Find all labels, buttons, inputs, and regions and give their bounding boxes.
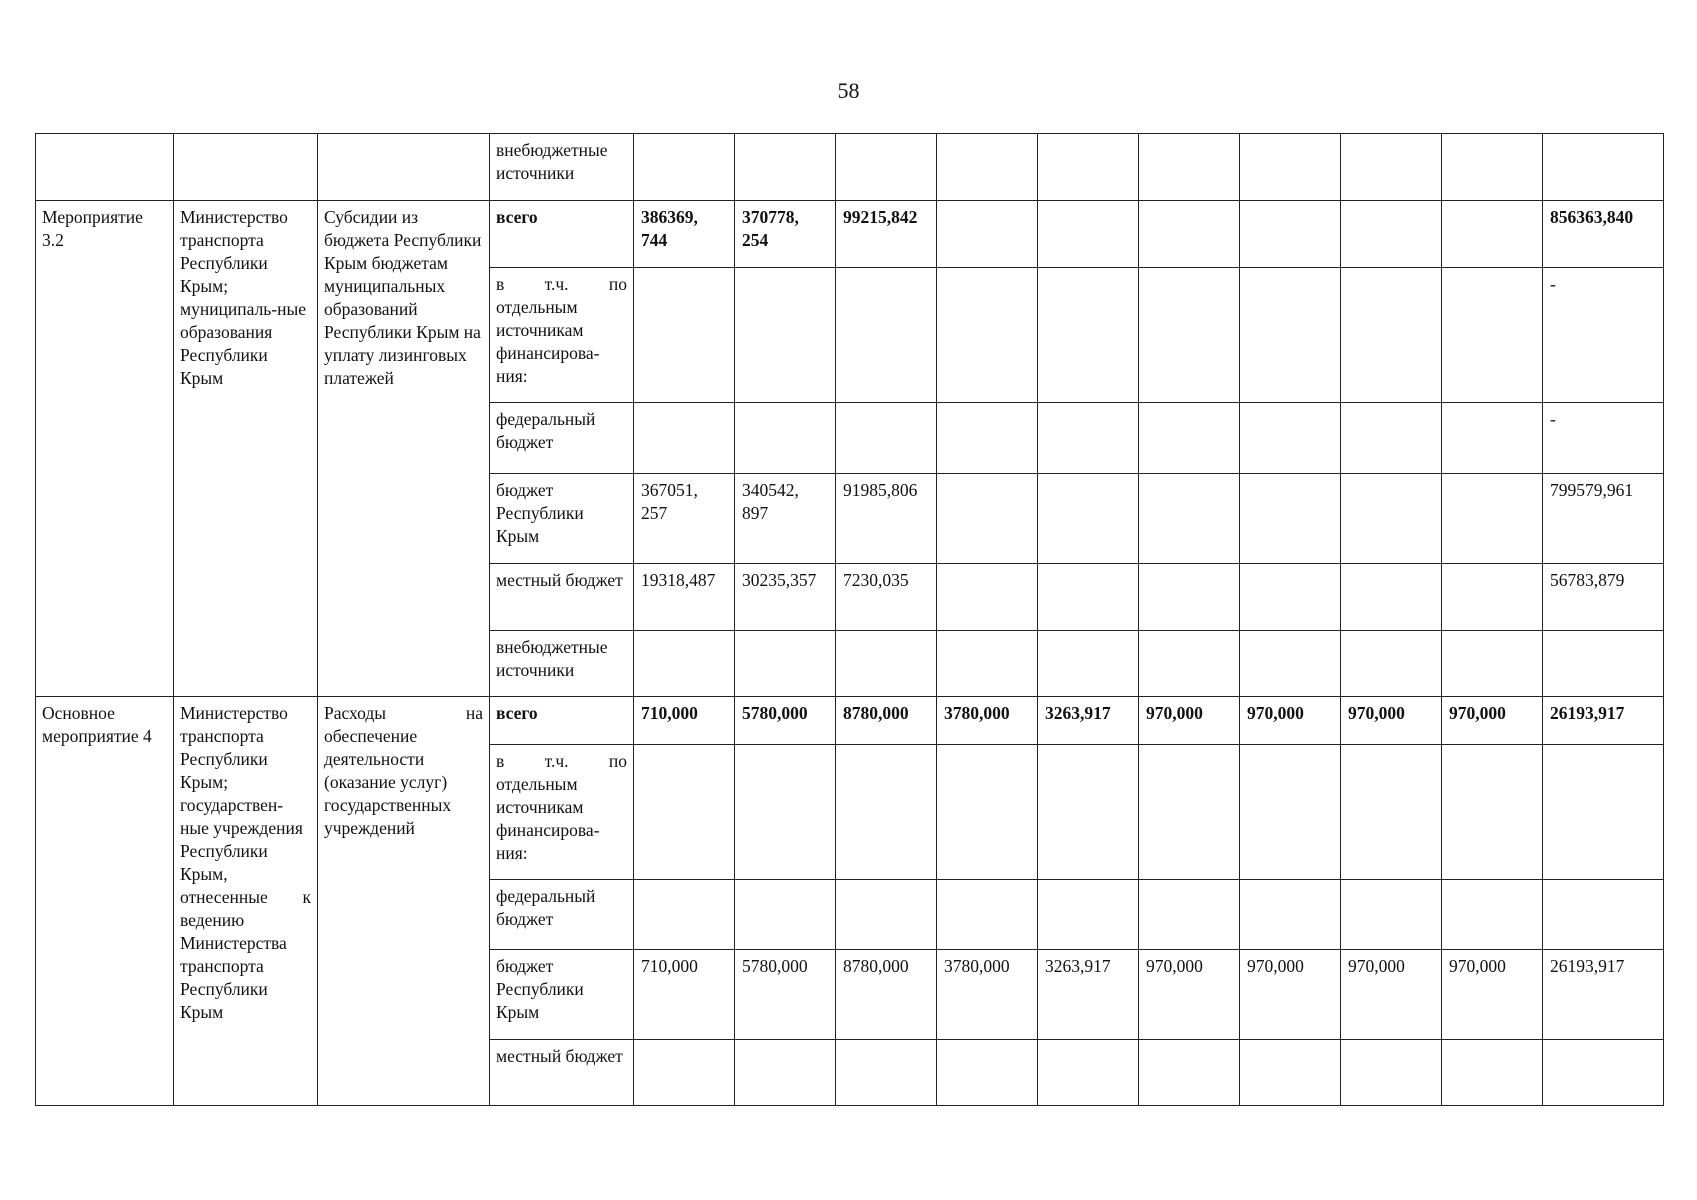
measure-cell: Основное мероприятие 4	[36, 697, 174, 1106]
value-cell	[836, 880, 937, 950]
value-cell	[1038, 201, 1139, 268]
executor-cell	[174, 697, 318, 1106]
value-cell: 710,000	[634, 950, 735, 1040]
value-cell	[1240, 880, 1341, 950]
table-row	[36, 134, 1664, 201]
value-cell	[735, 403, 836, 474]
description-cell: Субсидии из бюджета Республики Крым бюджетам муниципальных образований Республики Крым на уплату лизинговых платежей	[318, 201, 490, 697]
value-cell: 970,000	[1442, 697, 1543, 745]
value-cell	[1139, 268, 1240, 403]
value-cell	[1038, 268, 1139, 403]
value-cell	[1139, 201, 1240, 268]
value-cell	[634, 201, 735, 268]
value-cell	[937, 1040, 1038, 1106]
value-cell	[937, 745, 1038, 880]
value-cell	[1038, 474, 1139, 564]
value-cell	[1038, 134, 1139, 201]
executor-text-line: отнесенные к	[180, 887, 311, 907]
value-cell: 91985,806	[836, 474, 937, 564]
value-cell	[1442, 268, 1543, 403]
value-cell	[1442, 474, 1543, 564]
value-cell	[937, 474, 1038, 564]
source-label-line: в т.ч. по	[496, 751, 627, 771]
value-cell	[1341, 403, 1442, 474]
total-cell: 26193,917	[1543, 697, 1664, 745]
total-cell: -	[1543, 403, 1664, 474]
value-cell	[1038, 564, 1139, 631]
description-line: Расходы на	[324, 703, 483, 723]
value-cell	[634, 880, 735, 950]
value-cell	[1341, 134, 1442, 201]
value-cell	[735, 1040, 836, 1106]
value-cell	[1240, 134, 1341, 201]
value-cell	[1442, 403, 1543, 474]
value-cell: 8780,000	[836, 697, 937, 745]
value-cell	[1240, 564, 1341, 631]
value-cell	[1442, 134, 1543, 201]
value-cell: 19318,487	[634, 564, 735, 631]
description-rest: обеспечение деятельности (оказание услуг) государственных учреждений	[324, 726, 452, 838]
source-label: местный бюджет	[490, 564, 634, 631]
source-label: местный бюджет	[490, 1040, 634, 1106]
value-cell: 8780,000	[836, 950, 937, 1040]
executor-cell	[174, 134, 318, 201]
value-cell	[1341, 474, 1442, 564]
value-cell: 970,000	[1341, 950, 1442, 1040]
value-cell	[1341, 1040, 1442, 1106]
executor-text: Министерство транспорта Республики Крым; государствен-ные учреждения Республики Крым,	[180, 703, 303, 884]
value-cell	[1038, 1040, 1139, 1106]
value-cell	[634, 474, 735, 564]
value-cell	[836, 268, 937, 403]
value-cell	[836, 403, 937, 474]
value-cell: 3780,000	[937, 950, 1038, 1040]
value-cell	[1240, 201, 1341, 268]
source-label-line: в т.ч. по	[496, 274, 627, 294]
value-part: 367051,	[641, 480, 698, 500]
value-part: 254	[742, 230, 769, 250]
source-label-rest: отдельным источникам финансирова-ния:	[496, 774, 600, 863]
value-cell	[1038, 745, 1139, 880]
value-cell	[634, 268, 735, 403]
value-cell: 3263,917	[1038, 697, 1139, 745]
value-cell	[1442, 745, 1543, 880]
value-cell	[937, 134, 1038, 201]
measure-cell	[36, 134, 174, 201]
table-row	[36, 201, 1664, 268]
value-cell: 5780,000	[735, 950, 836, 1040]
total-cell	[1543, 745, 1664, 880]
value-cell: 5780,000	[735, 697, 836, 745]
value-cell	[1240, 1040, 1341, 1106]
page-number: 58	[837, 78, 860, 103]
value-cell	[937, 880, 1038, 950]
value-cell	[836, 134, 937, 201]
value-cell	[735, 201, 836, 268]
measure-cell: Мероприятие 3.2	[36, 201, 174, 697]
value-part: 386369,	[641, 207, 698, 227]
total-cell: -	[1543, 268, 1664, 403]
value-cell	[1442, 631, 1543, 697]
budget-table	[35, 133, 1664, 1106]
value-cell	[1038, 631, 1139, 697]
description-cell	[318, 134, 490, 201]
description-cell	[318, 697, 490, 1106]
value-cell	[836, 1040, 937, 1106]
value-cell	[735, 268, 836, 403]
value-cell	[1240, 268, 1341, 403]
executor-cell: Министерство транспорта Республики Крым; муниципаль-ные образования Республики Крым	[174, 201, 318, 697]
total-cell	[1543, 880, 1664, 950]
total-cell: 56783,879	[1543, 564, 1664, 631]
source-label: бюджет Республики Крым	[490, 950, 634, 1040]
value-cell	[735, 134, 836, 201]
source-label: внебюджетные источники	[490, 631, 634, 697]
source-label-rest: отдельным источникам финансирова-ния:	[496, 297, 600, 386]
executor-text: ведению Министерства транспорта Республики Крым	[180, 910, 287, 1022]
value-cell	[1442, 880, 1543, 950]
value-cell: 99215,842	[836, 201, 937, 268]
total-cell: 26193,917	[1543, 950, 1664, 1040]
source-label: внебюджетные источники	[490, 134, 634, 201]
value-cell	[1139, 403, 1240, 474]
value-cell	[1139, 880, 1240, 950]
value-cell	[1240, 745, 1341, 880]
value-cell	[937, 564, 1038, 631]
source-label: бюджет Республики Крым	[490, 474, 634, 564]
value-cell	[735, 631, 836, 697]
value-cell	[1442, 201, 1543, 268]
value-cell	[735, 880, 836, 950]
value-cell: 970,000	[1240, 697, 1341, 745]
total-cell	[1543, 134, 1664, 201]
value-cell	[1139, 745, 1240, 880]
value-cell	[937, 631, 1038, 697]
source-label	[490, 268, 634, 403]
value-cell: 3780,000	[937, 697, 1038, 745]
value-cell	[1139, 134, 1240, 201]
value-cell	[836, 631, 937, 697]
value-cell: 7230,035	[836, 564, 937, 631]
value-cell	[1341, 201, 1442, 268]
value-cell	[1038, 880, 1139, 950]
value-cell	[634, 745, 735, 880]
value-cell	[1341, 268, 1442, 403]
value-cell	[836, 745, 937, 880]
value-cell	[1139, 474, 1240, 564]
value-cell	[1240, 631, 1341, 697]
value-cell	[937, 403, 1038, 474]
total-cell	[1543, 631, 1664, 697]
source-label: федеральный бюджет	[490, 880, 634, 950]
value-cell	[1139, 564, 1240, 631]
value-cell	[1442, 564, 1543, 631]
value-part: 370778,	[742, 207, 799, 227]
value-cell	[1240, 403, 1341, 474]
source-label	[490, 745, 634, 880]
value-cell	[634, 631, 735, 697]
value-cell	[937, 201, 1038, 268]
value-cell	[634, 1040, 735, 1106]
value-cell	[1341, 880, 1442, 950]
value-cell	[1240, 474, 1341, 564]
value-cell	[937, 268, 1038, 403]
value-cell	[1139, 631, 1240, 697]
total-cell	[1543, 1040, 1664, 1106]
value-cell	[1038, 403, 1139, 474]
value-cell: 970,000	[1139, 697, 1240, 745]
value-cell: 3263,917	[1038, 950, 1139, 1040]
value-cell: 30235,357	[735, 564, 836, 631]
value-cell	[634, 134, 735, 201]
value-cell: 970,000	[1240, 950, 1341, 1040]
source-label: всего	[490, 201, 634, 268]
value-part: 897	[742, 503, 769, 523]
value-cell: 710,000	[634, 697, 735, 745]
value-cell	[634, 403, 735, 474]
value-cell	[735, 474, 836, 564]
value-cell	[1139, 1040, 1240, 1106]
total-cell: 799579,961	[1543, 474, 1664, 564]
source-label: всего	[490, 697, 634, 745]
value-cell: 970,000	[1139, 950, 1240, 1040]
value-part: 340542,	[742, 480, 799, 500]
value-cell: 970,000	[1442, 950, 1543, 1040]
value-cell	[1341, 631, 1442, 697]
table-row	[36, 697, 1664, 745]
value-cell	[1341, 745, 1442, 880]
value-cell	[735, 745, 836, 880]
value-cell: 970,000	[1341, 697, 1442, 745]
source-label: федеральный бюджет	[490, 403, 634, 474]
value-part: 744	[641, 230, 668, 250]
value-cell	[1341, 564, 1442, 631]
value-part: 257	[641, 503, 668, 523]
value-cell	[1442, 1040, 1543, 1106]
total-cell: 856363,840	[1543, 201, 1664, 268]
